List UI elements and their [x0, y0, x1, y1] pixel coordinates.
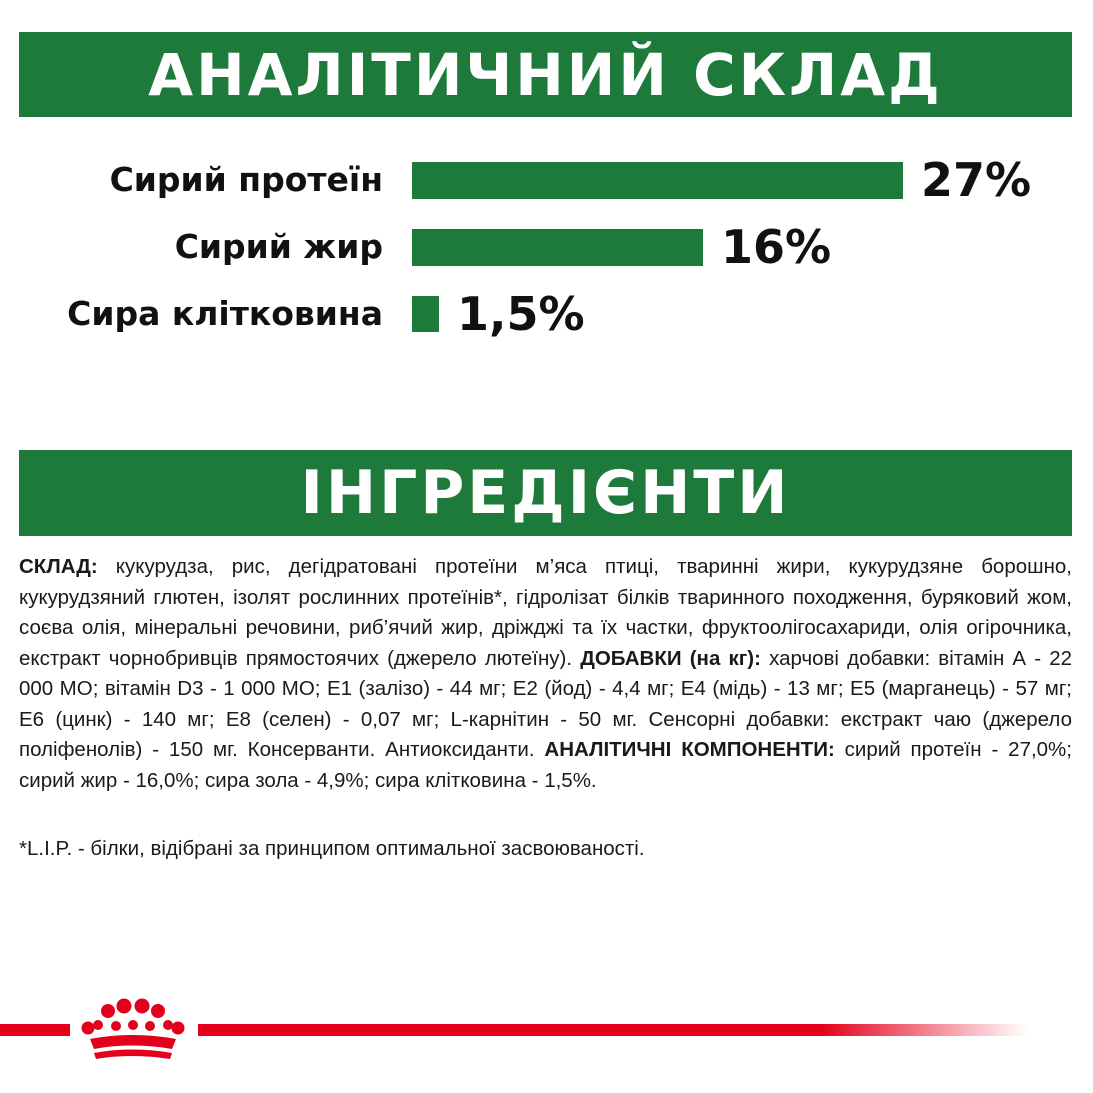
- additives-heading: ДОБАВКИ (на кг):: [580, 646, 761, 670]
- composition-bar: [412, 229, 703, 266]
- composition-bar: [412, 296, 439, 332]
- ingredients-title: ІНГРЕДІЄНТИ: [300, 458, 791, 528]
- composition-value: 27%: [921, 153, 1032, 207]
- ingredients-paragraph: [19, 552, 1072, 796]
- analytic-components-text: сирий протеїн - 27,0%; сирий жир - 16,0%; сира зола - 4,9%; сира клітковина - 1,5%.: [19, 738, 1072, 792]
- composition-value: 16%: [721, 220, 832, 274]
- composition-label: Сира клітковина: [67, 294, 383, 333]
- composition-row-protein: [0, 150, 1093, 210]
- composition-label: Сирий жир: [174, 227, 383, 266]
- composition-heading: СКЛАД:: [19, 555, 98, 578]
- composition-text: кукурудза, рис, дегідратовані протеїни м’яса птиці, тваринні жири, кукурудзяне борошно, кукурудзяний глютен, ізолят рослинних протеїнів*, гідролізат білків тваринного походження, буряковий жом, соєва олія, мінеральні речовини, риб’ячий жир, дріжджі та їх частки, фруктоолігосахариди, олія огірочника, екстракт чорнобривців прямостоячих (джерело лютеїну).: [19, 555, 1072, 670]
- brand-line-left: [0, 1024, 70, 1036]
- composition-row-fat: [0, 217, 1093, 277]
- analytic-components-heading: АНАЛІТИЧНІ КОМПОНЕНТИ:: [544, 738, 835, 761]
- lip-footnote: *L.I.P. - білки, відібрані за принципом оптимальної засвоюваності.: [19, 837, 645, 860]
- analytic-composition-banner: [19, 32, 1072, 117]
- additives-text: харчові добавки: вітамін А - 22 000 МО; вітамін D3 - 1 000 МО; Е1 (залізо) - 44 мг; Е2 (йод) - 4,4 мг; Е4 (мідь) - 13 мг; Е5 (марганець) - 57 мг; Е6 (цинк) - 140 мг; Е8 (селен) - 0,07 мг; L-карнітин - 50 мг. Сенсорні добавки: екстракт чаю (джерело поліфенолів) - 150 мг. Консерванти. Антиоксиданти.: [19, 646, 1072, 761]
- composition-bar: [412, 162, 903, 199]
- composition-value: 1,5%: [457, 287, 585, 341]
- analytic-composition-title: АНАЛІТИЧНИЙ СКЛАД: [148, 40, 943, 109]
- composition-label: Сирий протеїн: [109, 160, 383, 199]
- brand-line-right: [198, 1024, 1028, 1036]
- composition-row-fiber: [0, 284, 1093, 344]
- ingredients-banner: [19, 450, 1072, 536]
- royal-canin-crown-icon: [72, 995, 196, 1065]
